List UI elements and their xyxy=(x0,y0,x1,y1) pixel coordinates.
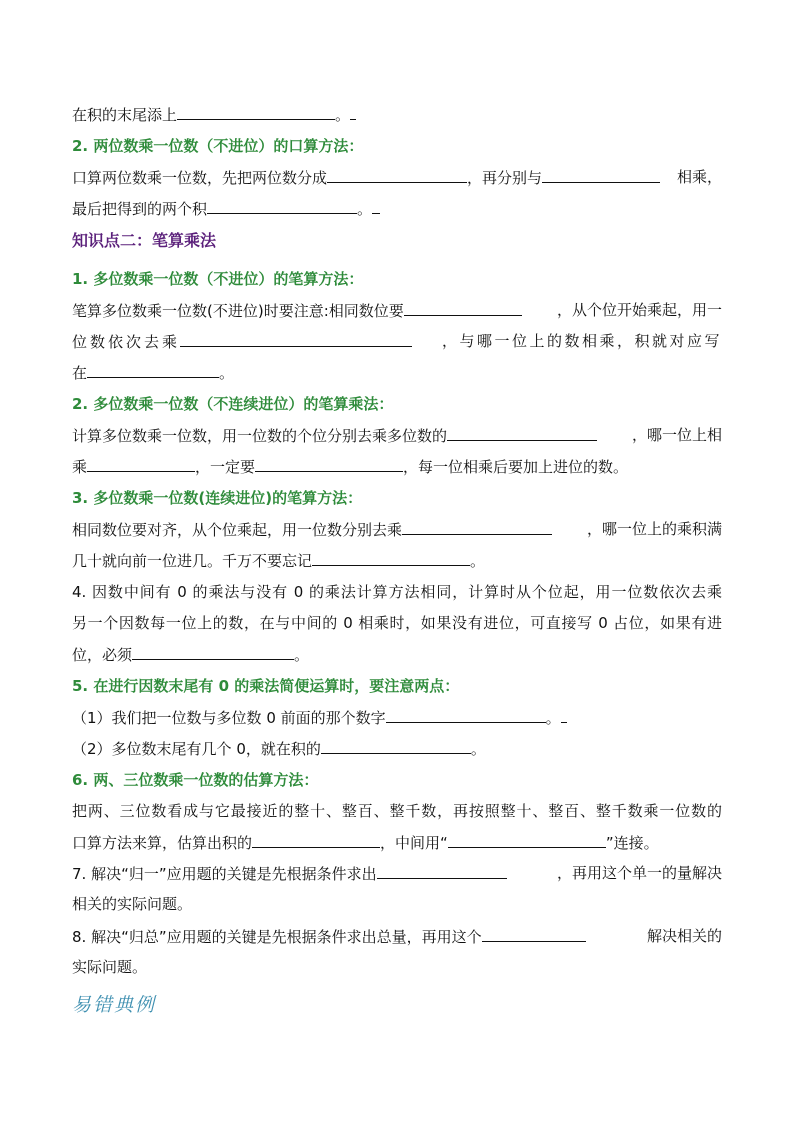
text: ，与哪一位上的数相乘，积就对应写 xyxy=(441,332,722,350)
text: （2）多位数末尾有几个 0，就在积的 xyxy=(72,740,321,758)
text: ，再分别与 xyxy=(467,169,543,187)
paragraph-6-line-1: 把两、三位数看成与它最接近的整十、整百、整千数，再按照整十、整百、整千数乘一位数的 xyxy=(72,802,722,820)
fill-blank[interactable] xyxy=(448,831,606,848)
line-p8-2: 实际问题。 xyxy=(72,958,148,976)
fill-blank[interactable] xyxy=(255,455,403,472)
section-heading: 5. 在进行因数末尾有 0 的乘法简便运算时，要注意两点： xyxy=(72,677,460,695)
text: 7. 解决“归一”应用题的关键是先根据条件求出 xyxy=(72,865,377,883)
fill-blank[interactable] xyxy=(482,925,586,942)
text: ，再用这个单一的量解决 xyxy=(556,864,722,882)
paragraph-4-line-1: 4. 因数中间有 0 的乘法与没有 0 的乘法计算方法相同，计算时从个位起，用一位数依次去乘 xyxy=(72,583,722,601)
fill-blank[interactable] xyxy=(350,103,356,120)
text: 。 xyxy=(219,364,235,382)
line-p7-2: 相关的实际问题。 xyxy=(72,895,193,913)
line-p3 xyxy=(72,518,722,541)
text: 乘 xyxy=(72,458,88,476)
text: 计算多位数乘一位数，用一位数的个位分别去乘多位数的 xyxy=(72,427,448,445)
line-p7 xyxy=(72,862,722,885)
section-heading: 3. 多位数乘一位数(连续进位)的笔算方法： xyxy=(72,489,363,507)
text: 相同数位要对齐，从个位乘起，用一位数分别去乘 xyxy=(72,521,403,539)
section-heading: 2. 两位数乘一位数（不进位）的口算方法： xyxy=(72,137,364,155)
fill-blank[interactable] xyxy=(377,862,507,879)
text: 位数依次去乘 xyxy=(72,333,181,351)
text: 。 xyxy=(545,709,561,727)
line-p3-2 xyxy=(72,549,485,572)
fill-blank[interactable] xyxy=(386,706,546,723)
fill-blank[interactable] xyxy=(312,549,470,566)
text: 在 xyxy=(72,364,88,382)
line-p1-2 xyxy=(72,330,722,353)
text: ”连接。 xyxy=(605,834,659,852)
fill-blank[interactable] xyxy=(321,737,471,754)
fill-blank[interactable] xyxy=(372,197,380,214)
fill-blank[interactable] xyxy=(542,166,660,183)
text: 相乘， xyxy=(676,168,722,186)
line-p1 xyxy=(72,299,722,322)
text: 。 xyxy=(335,106,351,124)
text: ，中间用 xyxy=(380,834,441,852)
fill-blank[interactable] xyxy=(561,706,567,723)
fill-blank[interactable] xyxy=(404,299,522,316)
section-heading: 1. 多位数乘一位数（不进位）的笔算方法： xyxy=(72,270,364,288)
line-p5-2 xyxy=(72,737,486,760)
text: ，一定要 xyxy=(195,458,256,476)
text: 笔算多位数乘一位数(不进位)时要注意:相同数位要 xyxy=(72,302,404,320)
text: 口算两位数乘一位数，先把两位数分成 xyxy=(72,169,328,187)
text: 。 xyxy=(470,740,486,758)
fill-blank[interactable] xyxy=(87,455,195,472)
text: 口算方法来算，估算出积的 xyxy=(72,834,253,852)
text: ，每一位相乘后要加上进位的数。 xyxy=(403,458,629,476)
text: 。 xyxy=(357,200,373,218)
line-4 xyxy=(72,197,380,220)
text: 最后把得到的两个积 xyxy=(72,200,208,218)
text: 几十就向前一位进几。千万不要忘记 xyxy=(72,552,313,570)
line-p1-3 xyxy=(72,361,234,384)
text: 在积的末尾添上 xyxy=(72,106,178,124)
text: ，从个位开始乘起，用一 xyxy=(556,301,722,319)
knowledge-point-title: 知识点二：笔算乘法 xyxy=(72,231,217,250)
section-heading: 6. 两、三位数乘一位数的估算方法： xyxy=(72,771,319,789)
text: （1）我们把一位数与多位数 0 前面的那个数字 xyxy=(72,709,386,727)
fill-blank[interactable] xyxy=(87,361,219,378)
text: ，哪一位上相 xyxy=(631,426,722,444)
text: 解决相关的 xyxy=(646,927,722,945)
fill-blank[interactable] xyxy=(180,330,412,347)
text: 8. 解决“归总”应用题的关键是先根据条件求出总量，再用这个 xyxy=(72,928,482,946)
text: ，哪一位上的乘积满 xyxy=(586,520,722,538)
fill-blank[interactable] xyxy=(447,424,597,441)
fill-blank[interactable] xyxy=(252,831,380,848)
fill-blank[interactable] xyxy=(327,166,467,183)
section-logo-easy-mistakes: 易错典例 xyxy=(72,994,157,1016)
line-p6-2 xyxy=(72,831,659,854)
paragraph-4-line-3 xyxy=(72,643,309,666)
line-p8 xyxy=(72,925,722,948)
text: 位，必须 xyxy=(72,646,133,664)
text: 。 xyxy=(470,552,486,570)
fill-blank[interactable] xyxy=(207,197,357,214)
line-p5-1 xyxy=(72,706,567,729)
paragraph-4-line-2: 另一个因数每一位上的数，在与中间的 0 相乘时，如果没有进位，可直接写 0 占位，如果有进 xyxy=(72,614,722,632)
fill-blank[interactable] xyxy=(132,643,294,660)
text: “ xyxy=(440,834,448,852)
text: 。 xyxy=(294,646,310,664)
fill-blank[interactable] xyxy=(402,518,552,535)
fill-blank[interactable] xyxy=(177,103,335,120)
line-3 xyxy=(72,166,722,189)
line-1 xyxy=(72,103,356,126)
line-p2 xyxy=(72,424,722,447)
section-heading: 2. 多位数乘一位数（不连续进位）的笔算乘法： xyxy=(72,395,394,413)
line-p2-2 xyxy=(72,455,628,478)
